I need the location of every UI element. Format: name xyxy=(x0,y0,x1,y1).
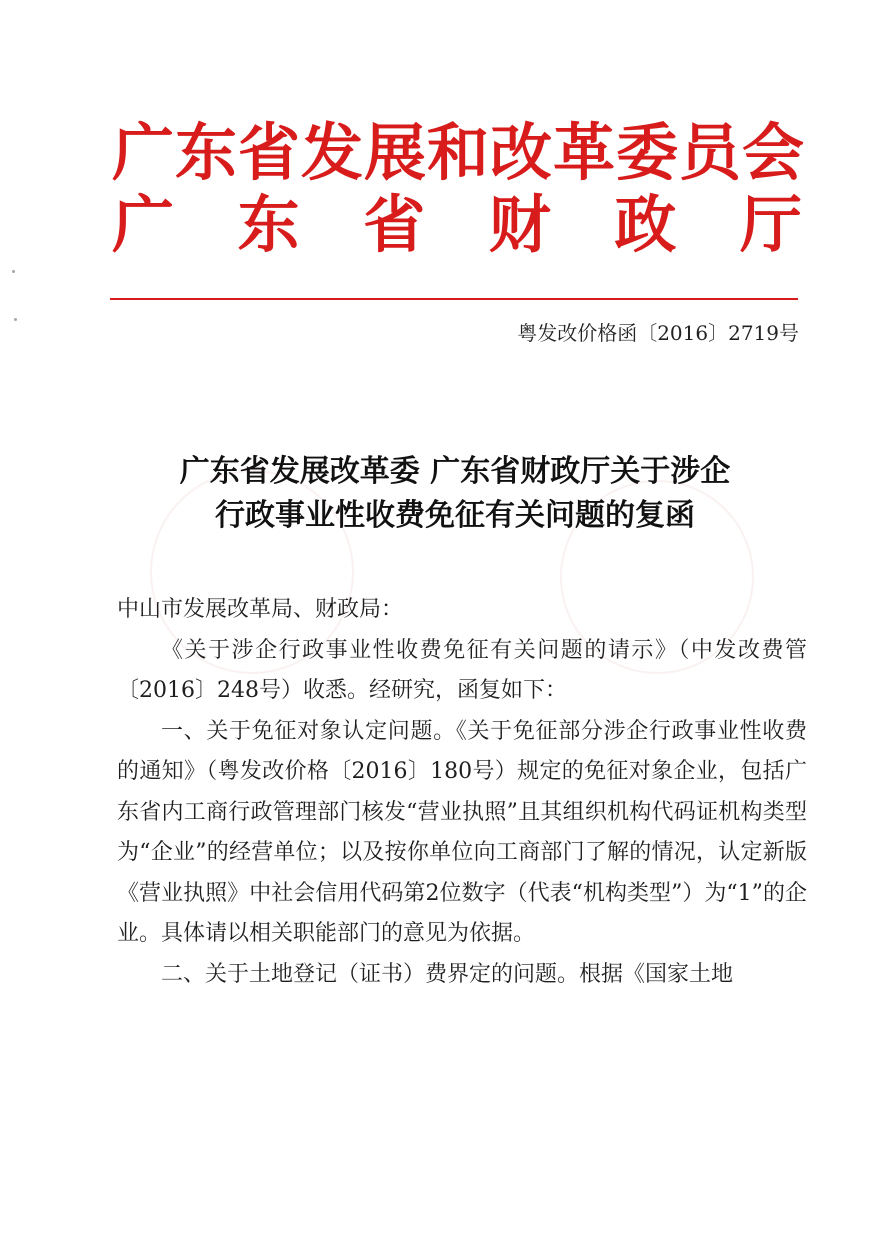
salutation: 中山市发展改革局、财政局： xyxy=(117,597,404,622)
paragraph-1: 《关于涉企行政事业性收费免征有关问题的请示》（中发改费管〔2016〕248号）收悉。经研究，函复如下： xyxy=(117,637,807,703)
red-divider-rule xyxy=(110,298,798,300)
document-title-line-2: 行政事业性收费免征有关问题的复函 xyxy=(215,498,695,533)
margin-speck xyxy=(14,318,17,321)
letter-body xyxy=(117,590,807,995)
paragraph-2: 一、关于免征对象认定问题。《关于免征部分涉企行政事业性收费的通知》（粤发改价格〔2016〕180号）规定的免征对象企业，包括广东省内工商行政管理部门核发“营业执照”且其组织机构代码证机构类型为“企业”的经营单位；以及按你单位向工商部门了解的情况，认定新版《营业执照》中社会信用代码第2位数字（代表“机构类型”）为“1”的企业。具体请以相关职能部门的意见为依据。 xyxy=(117,718,807,946)
document-title-line-1: 广东省发展改革委 广东省财政厅关于涉企 xyxy=(179,454,731,489)
issuer-line-1: 广东省发展和改革委员会 xyxy=(112,116,806,189)
paragraph-3: 二、关于土地登记（证书）费界定的问题。根据《国家土地 xyxy=(161,961,734,987)
margin-speck xyxy=(12,270,15,273)
issuer-line-2: 广 东 省 财 政 厅 xyxy=(112,188,802,261)
document-number: 粤发改价格函〔2016〕2719号 xyxy=(517,321,799,345)
